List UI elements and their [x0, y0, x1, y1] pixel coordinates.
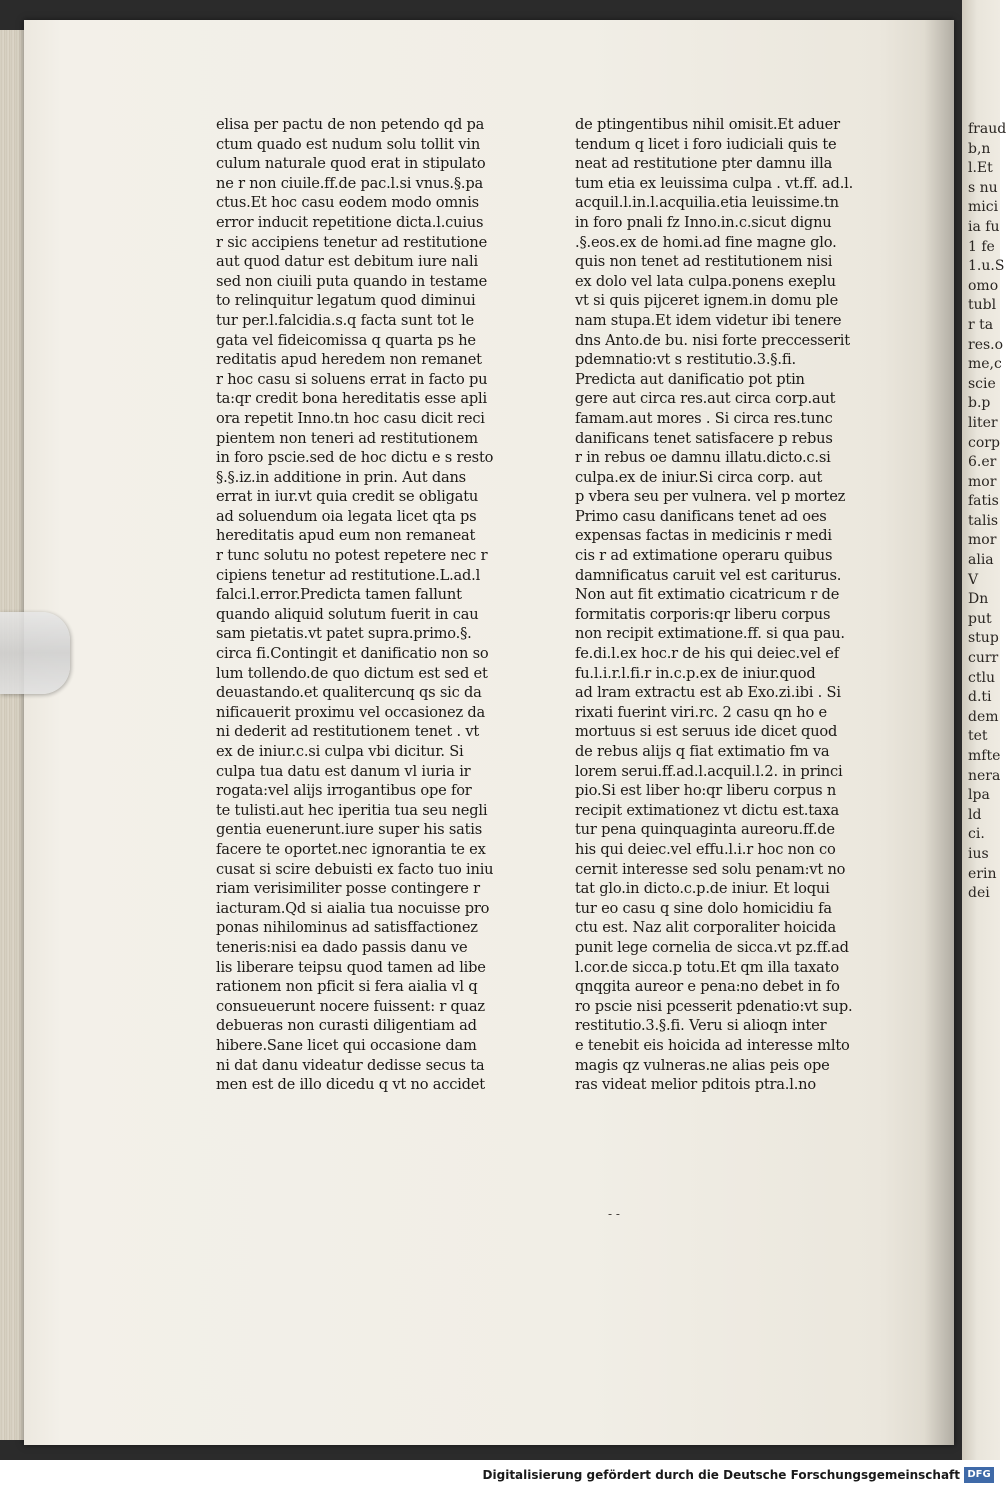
neighbor-fragment: V: [968, 571, 979, 588]
text-line: debueras non curasti diligentiam ad: [216, 1017, 477, 1035]
neighbor-fragment: omo: [968, 277, 999, 294]
neighbor-fragment: liter: [968, 414, 998, 431]
text-line: ex dolo vel lata culpa.ponens exeplu: [575, 272, 836, 290]
text-line: sed non ciuili puta quando in testame: [216, 272, 488, 290]
neighbor-fragment: tubl: [968, 297, 997, 314]
text-line: p vbera seu per vulnera. vel p mortez: [575, 488, 846, 506]
text-line: ex de iniur.c.si culpa vbi dicitur. Si: [216, 743, 464, 760]
text-line: ne r non ciuile.ff.de pac.l.si vnus.§.pa: [216, 174, 484, 192]
text-line: cipiens tenetur ad restitutione.L.ad.l: [216, 566, 481, 584]
text-line: falci.l.error.Predicta tamen fallunt: [216, 586, 462, 604]
neighbor-fragment: ci.: [968, 826, 985, 843]
funding-credit: Digitalisierung gefördert durch die Deutsche Forschungsgemeinschaft: [482, 1468, 960, 1482]
text-line: lorem serui.ff.ad.l.acquil.l.2. in princi: [575, 762, 843, 780]
text-line: to relinquitur legatum quod diminui: [216, 292, 476, 310]
text-line: rixati fuerint viri.rc. 2 casu qn ho e: [575, 703, 827, 721]
text-line: tur pena quinquaginta aureoru.ff.de: [575, 821, 835, 839]
text-line: ctu est. Naz alit corporaliter hoicida: [575, 919, 837, 937]
neighbor-fragment: mor: [968, 473, 997, 490]
text-line: de rebus alijs q fiat extimatio fm va: [575, 743, 830, 760]
neighbor-fragment: scie: [968, 375, 996, 392]
text-line: §.§.iz.in additione in prin. Aut dans: [216, 468, 466, 486]
text-line: gentia euenerunt.iure super his satis: [216, 821, 483, 839]
text-line: formitatis corporis:qr liberu corpus: [575, 605, 831, 623]
text-line: elisa per pactu de non petendo qd pa: [216, 116, 485, 133]
text-line: r in rebus oe damnu illatu.dicto.c.si: [575, 449, 831, 467]
text-line: restitutio.3.§.fi. Veru si alioqn inter: [575, 1017, 827, 1035]
text-line: cis r ad extimatione operaru quibus: [575, 547, 833, 565]
text-line: ro pscie nisi pcesserit pdenatio:vt sup.: [575, 997, 853, 1015]
neighbor-fragment: 6.er: [968, 454, 997, 471]
text-line: culpa.ex de iniur.Si circa corp. aut: [575, 468, 823, 486]
neighbor-fragment: corp: [968, 434, 1000, 451]
text-line: famam.aut mores . Si circa res.tunc: [575, 409, 833, 427]
text-line: qnqgita aureor e pena:no debet in fo: [575, 978, 840, 996]
text-line: te tulisti.aut hec iperitia tua seu negli: [216, 801, 488, 819]
neighbor-fragment: ld: [968, 806, 982, 823]
neighbor-fragment: alia: [968, 552, 994, 569]
neighbor-page-fragments: [968, 120, 1006, 904]
text-line: r hoc casu si soluens errat in facto pu: [216, 370, 488, 388]
page-gutter-shadow: [924, 20, 954, 1445]
text-line: cernit interesse sed solu penam:vt no: [575, 860, 846, 878]
neighbor-fragment: nera: [968, 767, 1001, 784]
text-line: ad soluendum oia legata licet qta ps: [216, 507, 477, 525]
text-line: ad lram extractu est ab Exo.zi.ibi . Si: [575, 684, 841, 702]
neighbor-fragment: curr: [968, 650, 999, 667]
text-line: neat ad restitutione pter damnu illa: [575, 155, 833, 173]
text-line: dns Anto.de bu. nisi forte preccesserit: [575, 331, 850, 349]
text-line: Non aut fit extimatio cicatricum r de: [575, 586, 840, 604]
text-line: vt si quis pijceret ignem.in domu ple: [575, 292, 839, 310]
text-line: quis non tenet ad restitutionem nisi: [575, 253, 833, 271]
text-line: sam pietatis.vt patet supra.primo.§.: [216, 625, 472, 643]
text-line: in foro pnali fz Inno.in.c.sicut dignu: [575, 213, 832, 231]
text-line: fu.l.i.r.l.fi.r in.c.p.ex de iniur.quod: [575, 664, 816, 682]
text-line: fe.di.l.ex hoc.r de his qui deiec.vel ef: [575, 645, 839, 663]
text-line: Predicta aut danificatio pot ptin: [575, 370, 805, 388]
text-line: expensas factas in medicinis r medi: [575, 527, 832, 545]
text-line: .§.eos.ex de homi.ad fine magne glo.: [575, 233, 837, 251]
text-line: error inducit repetitione dicta.l.cuius: [216, 213, 484, 231]
folio-mark: - -: [608, 1207, 620, 1221]
text-line: pio.Si est liber ho:qr liberu corpus n: [575, 782, 837, 800]
neighbor-fragment: Dn: [968, 591, 989, 608]
text-line: facere te oportet.nec ignorantia te ex: [216, 840, 486, 858]
page-clip-tab: [0, 612, 70, 694]
text-column-left: [216, 115, 556, 1095]
text-line: damnificatus caruit vel est cariturus.: [575, 566, 842, 584]
text-line: gere aut circa res.aut circa corp.aut: [575, 390, 836, 408]
text-line: consueuerunt nocere fuissent: r quaz: [216, 997, 485, 1015]
neighbor-fragment: 1 fe: [968, 238, 995, 255]
text-line: ni dat danu videatur dedisse secus ta: [216, 1056, 485, 1074]
neighbor-fragment: stup: [968, 630, 999, 647]
text-line: teneris:nisi ea dado passis danu ve: [216, 938, 468, 956]
text-line: lis liberare teipsu quod tamen ad libe: [216, 958, 486, 976]
neighbor-fragment: b,n: [968, 140, 991, 157]
neighbor-page-edge: [962, 0, 1006, 1460]
neighbor-fragment: fatis: [968, 493, 999, 510]
neighbor-fragment: mfte: [968, 748, 1001, 764]
text-line: riam verisimiliter posse contingere r: [216, 880, 480, 898]
dfg-logo: DFG: [964, 1467, 994, 1483]
neighbor-fragment: lpa: [968, 787, 990, 804]
text-line: aut quod datur est debitum iure nali: [216, 253, 478, 271]
neighbor-fragment: tet: [968, 728, 988, 745]
text-line: punit lege cornelia de sicca.vt pz.ff.ad: [575, 938, 849, 956]
neighbor-fragment: l.Et: [968, 160, 993, 177]
text-column-right: [575, 115, 910, 1095]
text-line: nificauerit proximu vel occasionez da: [216, 703, 486, 721]
neighbor-fragment: dei: [968, 885, 990, 902]
text-line: acquil.l.in.l.acquilia.etia leuissime.tn: [575, 194, 839, 212]
text-line: hereditatis apud eum non remaneat: [216, 527, 476, 545]
text-line: iacturam.Qd si aialia tua nocuisse pro: [216, 899, 490, 917]
text-line: Primo casu danificans tenet ad oes: [575, 507, 827, 525]
text-line: lum tollendo.de quo dictum est sed et: [216, 664, 488, 682]
text-line: tur per.l.falcidia.s.q facta sunt tot le: [216, 311, 474, 329]
text-line: rationem non pficit si fera aialia vl q: [216, 978, 478, 996]
text-line: tum etia ex leuissima culpa . vt.ff. ad.l.: [575, 174, 854, 192]
text-line: mortuus si est seruus ide dicet quod: [575, 723, 838, 741]
text-line: magis qz vulneras.ne alias peis ope: [575, 1056, 830, 1074]
neighbor-fragment: mor: [968, 532, 997, 549]
text-line: nam stupa.Et idem videtur ibi tenere: [575, 311, 842, 329]
text-line: reditatis apud heredem non remanet: [216, 351, 482, 369]
text-line: ora repetit Inno.tn hoc casu dicit reci: [216, 409, 485, 427]
neighbor-fragment: mici: [968, 199, 999, 216]
text-line: ta:qr credit bona hereditatis esse apli: [216, 390, 487, 408]
text-line: in foro pscie.sed de hoc dictu e s resto: [216, 449, 494, 467]
text-line: rogata:vel alijs irrogantibus ope for: [216, 782, 472, 800]
text-line: ni dederit ad restitutionem tenet . vt: [216, 723, 480, 741]
text-line: l.cor.de sicca.p totu.Et qm illa taxato: [575, 958, 839, 976]
text-line: danificans tenet satisfacere p rebus: [575, 429, 833, 447]
text-line: e tenebit eis hoicida ad interesse mlto: [575, 1036, 850, 1054]
text-line: tendum q licet i foro iudiciali quis te: [575, 135, 837, 153]
text-line: tat glo.in dicto.c.p.de iniur. Et loqui: [575, 880, 830, 898]
text-line: errat in iur.vt quia credit se obligatu: [216, 488, 479, 506]
text-line: ponas nihilominus ad satisffactionez: [216, 919, 478, 937]
text-line: r tunc solutu no potest repetere nec r: [216, 547, 488, 565]
neighbor-fragment: b.p: [968, 395, 991, 412]
neighbor-fragment: fraud: [968, 121, 1006, 137]
neighbor-fragment: dem: [968, 708, 999, 725]
neighbor-fragment: talis: [968, 512, 999, 529]
text-line: ctus.Et hoc casu eodem modo omnis: [216, 194, 479, 212]
text-line: circa fi.Contingit et danificatio non so: [216, 645, 489, 663]
text-line: ras videat melior pditois ptra.l.no: [575, 1076, 816, 1094]
text-line: de ptingentibus nihil omisit.Et aduer: [575, 116, 840, 133]
neighbor-fragment: d.ti: [968, 689, 992, 706]
text-line: ctum quado est nudum solu tollit vin: [216, 135, 481, 153]
neighbor-fragment: 1.u.S: [968, 258, 1005, 275]
text-line: tur eo casu q sine dolo homicidiu fa: [575, 899, 832, 917]
text-line: culpa tua datu est danum vl iuria ir: [216, 762, 471, 780]
text-line: pientem non teneri ad restitutionem: [216, 429, 478, 447]
neighbor-fragment: res.o: [968, 336, 1004, 353]
text-line: his qui deiec.vel effu.l.i.r hoc non co: [575, 840, 836, 858]
text-line: quando aliquid solutum fuerit in cau: [216, 605, 479, 623]
neighbor-fragment: ia fu: [968, 218, 1000, 235]
neighbor-fragment: ctlu: [968, 669, 995, 686]
text-line: deuastando.et qualitercunq qs sic da: [216, 684, 482, 702]
neighbor-fragment: s nu: [968, 179, 998, 196]
neighbor-fragment: ius: [968, 845, 989, 862]
neighbor-fragment: erin: [968, 865, 997, 882]
text-line: non recipit extimatione.ff. si qua pau.: [575, 625, 845, 643]
neighbor-fragment: me,c: [968, 356, 1002, 373]
text-line: hibere.Sane licet qui occasione dam: [216, 1036, 477, 1054]
text-line: pdemnatio:vt s restitutio.3.§.fi.: [575, 351, 796, 369]
text-line: gata vel fideicomissa q quarta ps he: [216, 331, 476, 349]
text-line: cusat si scire debuisti ex facto tuo iniu: [216, 860, 494, 878]
text-line: r sic accipiens tenetur ad restitutione: [216, 233, 488, 251]
neighbor-fragment: put: [968, 610, 992, 627]
neighbor-fragment: r ta: [968, 316, 994, 333]
text-line: recipit extimationez vt dictu est.taxa: [575, 801, 839, 819]
text-line: culum naturale quod erat in stipulato: [216, 155, 486, 173]
text-line: men est de illo dicedu q vt no accidet: [216, 1076, 485, 1094]
